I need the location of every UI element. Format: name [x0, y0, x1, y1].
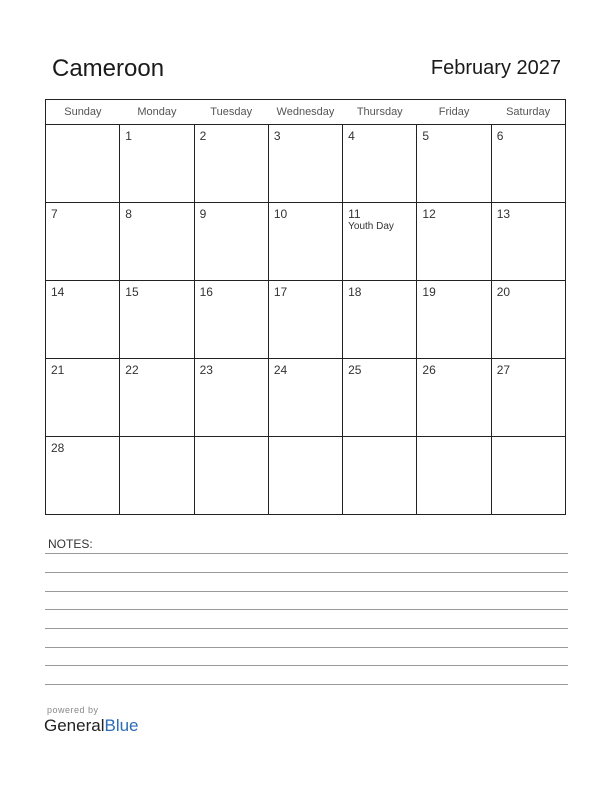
week-row — [46, 203, 566, 281]
day-cell — [417, 125, 491, 203]
weekday-tuesday: Tuesday — [194, 100, 268, 125]
day-number: 25 — [348, 363, 362, 377]
powered-by-text: powered by — [47, 705, 99, 715]
weekday-sunday: Sunday — [46, 100, 120, 125]
day-cell — [268, 125, 342, 203]
note-line — [45, 628, 568, 629]
day-number: 27 — [496, 363, 511, 377]
day-number: 3 — [273, 129, 281, 143]
day-number: 11 — [348, 207, 361, 221]
day-cell — [491, 125, 565, 203]
day-cell — [46, 125, 120, 203]
country-title: Cameroon — [52, 55, 165, 82]
holiday-label: Youth Day — [348, 221, 394, 232]
day-cell — [194, 359, 268, 437]
day-number: 13 — [496, 207, 511, 221]
day-number: 12 — [422, 207, 436, 221]
day-number: 17 — [273, 285, 288, 299]
weekday-saturday: Saturday — [491, 100, 565, 125]
day-cell — [343, 125, 417, 203]
brand-general: General — [44, 716, 105, 735]
day-number: 5 — [422, 129, 430, 143]
day-cell — [343, 203, 417, 281]
brand-logo — [44, 716, 139, 736]
day-cell — [491, 203, 565, 281]
weekday-monday: Monday — [120, 100, 194, 125]
day-number: 23 — [199, 363, 213, 377]
day-cell — [120, 203, 194, 281]
day-number: 2 — [199, 129, 207, 143]
brand-blue: Blue — [104, 716, 139, 735]
day-cell — [46, 437, 120, 515]
day-number: 7 — [51, 207, 58, 221]
week-row — [46, 281, 566, 359]
day-number: 24 — [273, 363, 288, 377]
day-cell — [194, 203, 268, 281]
day-number: 21 — [51, 363, 65, 377]
day-number: 10 — [273, 207, 288, 221]
note-line — [45, 609, 568, 610]
day-cell — [417, 359, 491, 437]
note-line — [45, 665, 568, 666]
day-number: 15 — [125, 285, 139, 299]
weekday-friday: Friday — [417, 100, 491, 125]
day-number: 1 — [125, 129, 132, 143]
week-row — [46, 437, 566, 515]
day-number: 22 — [125, 363, 139, 377]
day-number: 18 — [348, 285, 362, 299]
day-cell — [343, 359, 417, 437]
month-title: February 2027 — [430, 57, 561, 79]
day-cell — [268, 359, 342, 437]
day-cell — [268, 281, 342, 359]
day-cell — [343, 281, 417, 359]
day-cell — [194, 437, 268, 515]
weekday-thursday: Thursday — [343, 100, 417, 125]
day-cell — [120, 437, 194, 515]
day-number: 19 — [422, 285, 436, 299]
day-cell — [343, 437, 417, 515]
day-cell — [268, 203, 342, 281]
calendar-grid — [45, 99, 566, 515]
note-line — [45, 572, 568, 573]
day-cell — [491, 437, 565, 515]
day-cell — [194, 125, 268, 203]
day-cell — [46, 359, 120, 437]
day-number: 28 — [51, 441, 65, 455]
day-cell — [120, 281, 194, 359]
day-number: 20 — [496, 285, 511, 299]
day-cell — [120, 359, 194, 437]
week-row — [46, 125, 566, 203]
day-number: 4 — [348, 129, 355, 143]
day-cell — [417, 437, 491, 515]
week-row — [46, 359, 566, 437]
note-line — [45, 684, 568, 685]
day-cell — [268, 437, 342, 515]
day-cell — [120, 125, 194, 203]
notes-label: NOTES: — [48, 537, 93, 551]
day-cell — [417, 203, 491, 281]
day-cell — [46, 203, 120, 281]
day-cell — [417, 281, 491, 359]
note-line — [45, 647, 568, 648]
day-number: 9 — [199, 207, 207, 221]
day-number: 6 — [496, 129, 504, 143]
weekday-header-row — [46, 100, 566, 125]
note-line — [45, 553, 568, 554]
day-cell — [491, 281, 565, 359]
day-number: 16 — [199, 285, 213, 299]
day-number: 14 — [51, 285, 65, 299]
day-cell — [491, 359, 565, 437]
day-number: 26 — [422, 363, 436, 377]
day-number: 8 — [125, 207, 132, 221]
day-cell — [194, 281, 268, 359]
day-cell — [46, 281, 120, 359]
weekday-wednesday: Wednesday — [268, 100, 342, 125]
note-line — [45, 591, 568, 592]
